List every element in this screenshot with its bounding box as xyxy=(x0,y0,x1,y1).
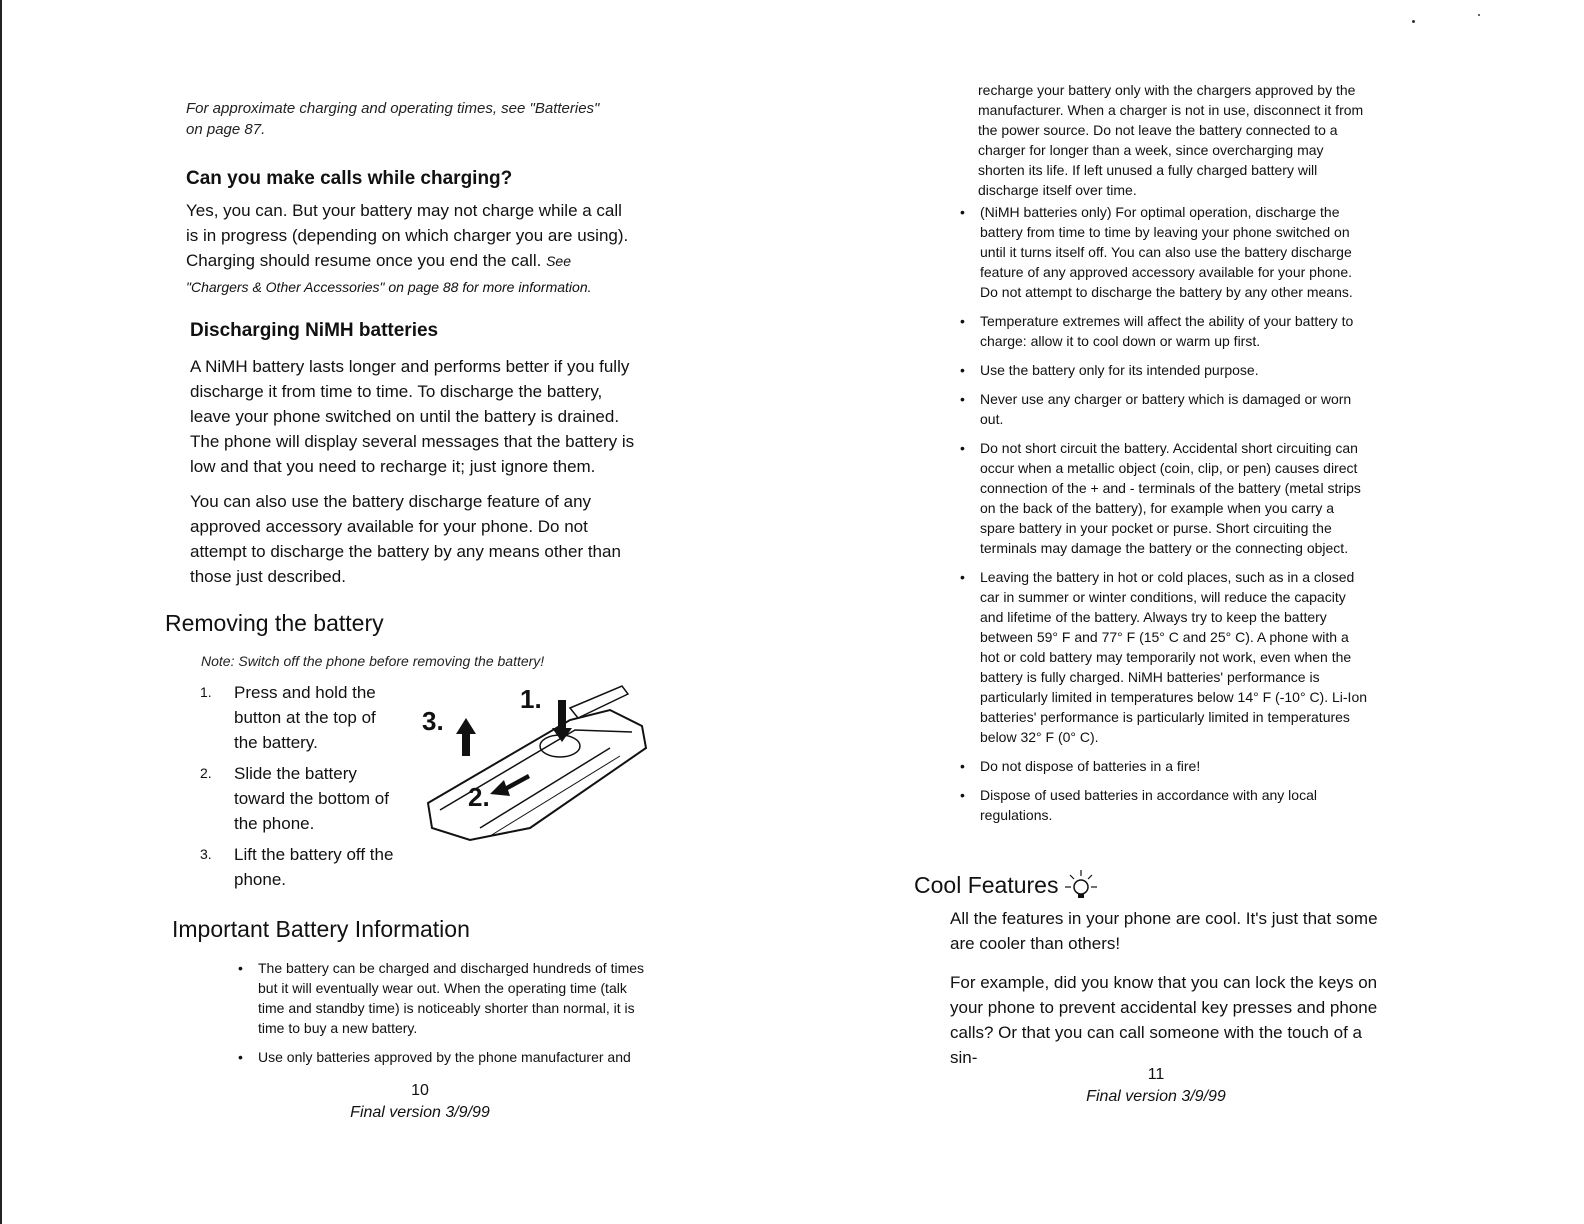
charging-reference: See "Chargers & Other Accessories" on page 88 for more information. xyxy=(186,253,592,295)
steps-block xyxy=(200,680,400,898)
list-item xyxy=(960,311,1372,351)
discharging-section xyxy=(190,320,640,589)
cool-features-heading xyxy=(914,868,1214,902)
step-item xyxy=(200,680,400,755)
step-text: Lift the battery off the phone. xyxy=(234,845,394,889)
intro-note-block xyxy=(186,98,616,140)
scan-speck xyxy=(1478,14,1480,16)
bullet-marker: • xyxy=(238,1049,243,1065)
bullet-text: Use the battery only for its intended purpose. xyxy=(980,362,1259,378)
continued-text: recharge your battery only with the chargers approved by the manufacturer. When a charger is not in use, disconnect it from the power source. Do not leave the battery connected to a charger for longer than a week, since overcharging may shorten its life. If left unused a fully charged battery will discharge itself over time. xyxy=(978,82,1364,198)
discharging-paragraph-2: You can also use the battery discharge feature of any approved accessory available for your phone. Do not attempt to discharge the battery by any means other than those just described. xyxy=(190,492,621,586)
bullet-marker: • xyxy=(960,787,965,803)
bullet-marker: • xyxy=(960,204,965,220)
important-bullets-block xyxy=(238,958,648,1076)
figure-label-3: 3. xyxy=(422,706,444,736)
step-item xyxy=(200,842,400,892)
bullet-text: Dispose of used batteries in accordance with any local regulations. xyxy=(980,787,1317,823)
bullet-text: The battery can be charged and discharged hundreds of times but it will eventually wear out. When the operating time (talk time and standby time) is noticeably shorter than normal, it is time to buy a new battery. xyxy=(258,960,645,1036)
important-section xyxy=(172,916,652,943)
list-item xyxy=(238,958,648,1038)
bullet-text: Leaving the battery in hot or cold places, such as in a closed car in summer or winter conditions, will reduce the capacity and lifetime of the battery. Always try to keep the battery between 59° F and 77° F (15° C and 25° C). A phone with a hot or cold battery may temporarily not work, even when the battery is fully charged. NiMH batteries' performance is particularly limited in temperatures below 14° F (-10° C). Li-Ion batteries' performance is particularly limited in temperatures below 32° F (0° C). xyxy=(980,569,1368,745)
left-footer xyxy=(300,1080,540,1124)
discharging-heading: Discharging NiMH batteries xyxy=(190,320,439,341)
step-text: Press and hold the button at the top of the battery. xyxy=(234,683,376,752)
bullet-marker: • xyxy=(960,362,965,378)
version-label: Final version 3/9/99 xyxy=(350,1104,490,1121)
removing-section xyxy=(165,610,625,672)
bullet-marker: • xyxy=(960,440,965,456)
arrow-up-icon xyxy=(456,718,476,756)
scan-speck xyxy=(1412,20,1415,23)
bullet-marker: • xyxy=(238,960,243,976)
bullet-marker: • xyxy=(960,569,965,585)
right-page xyxy=(800,0,1584,1224)
step-number: 1. xyxy=(200,684,212,700)
step-item xyxy=(200,761,400,836)
step-number: 2. xyxy=(200,765,212,781)
bullet-text: Temperature extremes will affect the ability of your battery to charge: allow it to cool down or warm up first. xyxy=(980,313,1354,349)
battery-removal-illustration xyxy=(410,678,650,848)
list-item xyxy=(960,202,1372,302)
cool-features-body xyxy=(950,906,1390,1070)
page-number: 11 xyxy=(1147,1066,1165,1083)
charging-heading: Can you make calls while charging? xyxy=(186,168,513,189)
right-bullets-block xyxy=(960,202,1372,834)
page-number: 10 xyxy=(411,1082,429,1099)
list-item xyxy=(960,389,1372,429)
bullet-marker: • xyxy=(960,391,965,407)
charging-section xyxy=(186,168,636,300)
figure-label-2: 2. xyxy=(468,782,490,812)
cool-title: Cool Features xyxy=(914,871,1059,898)
charging-body-text: Yes, you can. But your battery may not charge while a call is in progress (depending on which charger you are using). Charging should resume once you end the call. xyxy=(186,201,629,270)
cool-paragraph-1: All the features in your phone are cool. It's just that some are cooler than others! xyxy=(950,909,1378,953)
list-item xyxy=(960,438,1372,558)
list-item xyxy=(960,360,1372,380)
bullet-text: Use only batteries approved by the phone manufacturer and xyxy=(258,1049,631,1065)
bullet-text: Do not dispose of batteries in a fire! xyxy=(980,758,1201,774)
step-number: 3. xyxy=(200,846,212,862)
important-bullet-list xyxy=(238,958,648,1067)
right-footer xyxy=(1036,1064,1276,1108)
list-item xyxy=(238,1047,648,1067)
version-label: Final version 3/9/99 xyxy=(1086,1088,1226,1105)
left-page xyxy=(0,0,790,1224)
cool-paragraph-2: For example, did you know that you can lock the keys on your phone to prevent accidental key presses and phone calls? Or that you can call someone with the touch of a sin- xyxy=(950,973,1378,1067)
steps-list xyxy=(200,680,400,892)
intro-note: For approximate charging and operating times, see "Batteries" on page 87. xyxy=(186,100,600,138)
removing-title: Removing the battery xyxy=(165,610,384,636)
list-item xyxy=(960,567,1372,747)
charging-body xyxy=(186,198,636,300)
bullet-text: Never use any charger or battery which is damaged or worn out. xyxy=(980,391,1352,427)
right-bullet-list xyxy=(960,202,1372,825)
bullet-text: Do not short circuit the battery. Accidental short circuiting can occur when a metallic object (coin, clip, or pen) causes direct connection of the + and - terminals of the battery (metal strips on the back of the battery), for example when you carry a spare battery in your pocket or purse. Short circuiting the terminals may damage the battery or the connecting object. xyxy=(980,440,1361,556)
discharging-paragraph-1: A NiMH battery lasts longer and performs better if you fully discharge it from time to time. To discharge the battery, leave your phone switched on until the battery is drained. The phone will display several messages that the battery is low and that you need to recharge it; just ignore them. xyxy=(190,357,635,476)
list-item xyxy=(960,785,1372,825)
binding-edge xyxy=(0,0,2,1224)
step-text: Slide the battery toward the bottom of the phone. xyxy=(234,764,389,833)
important-title: Important Battery Information xyxy=(172,916,470,942)
bullet-marker: • xyxy=(960,758,965,774)
removing-note: Note: Switch off the phone before removing the battery! xyxy=(201,653,545,669)
bullet-marker: • xyxy=(960,313,965,329)
list-item xyxy=(960,756,1372,776)
figure-label-1: 1. xyxy=(520,684,542,714)
bullet-text: (NiMH batteries only) For optimal operation, discharge the battery from time to time by leaving your phone switched on until it turns itself off. You can also use the battery discharge feature of any approved accessory available for your phone. Do not attempt to discharge the battery by any other means. xyxy=(980,204,1353,300)
continued-block xyxy=(978,80,1368,200)
lightbulb-icon xyxy=(1064,868,1098,902)
